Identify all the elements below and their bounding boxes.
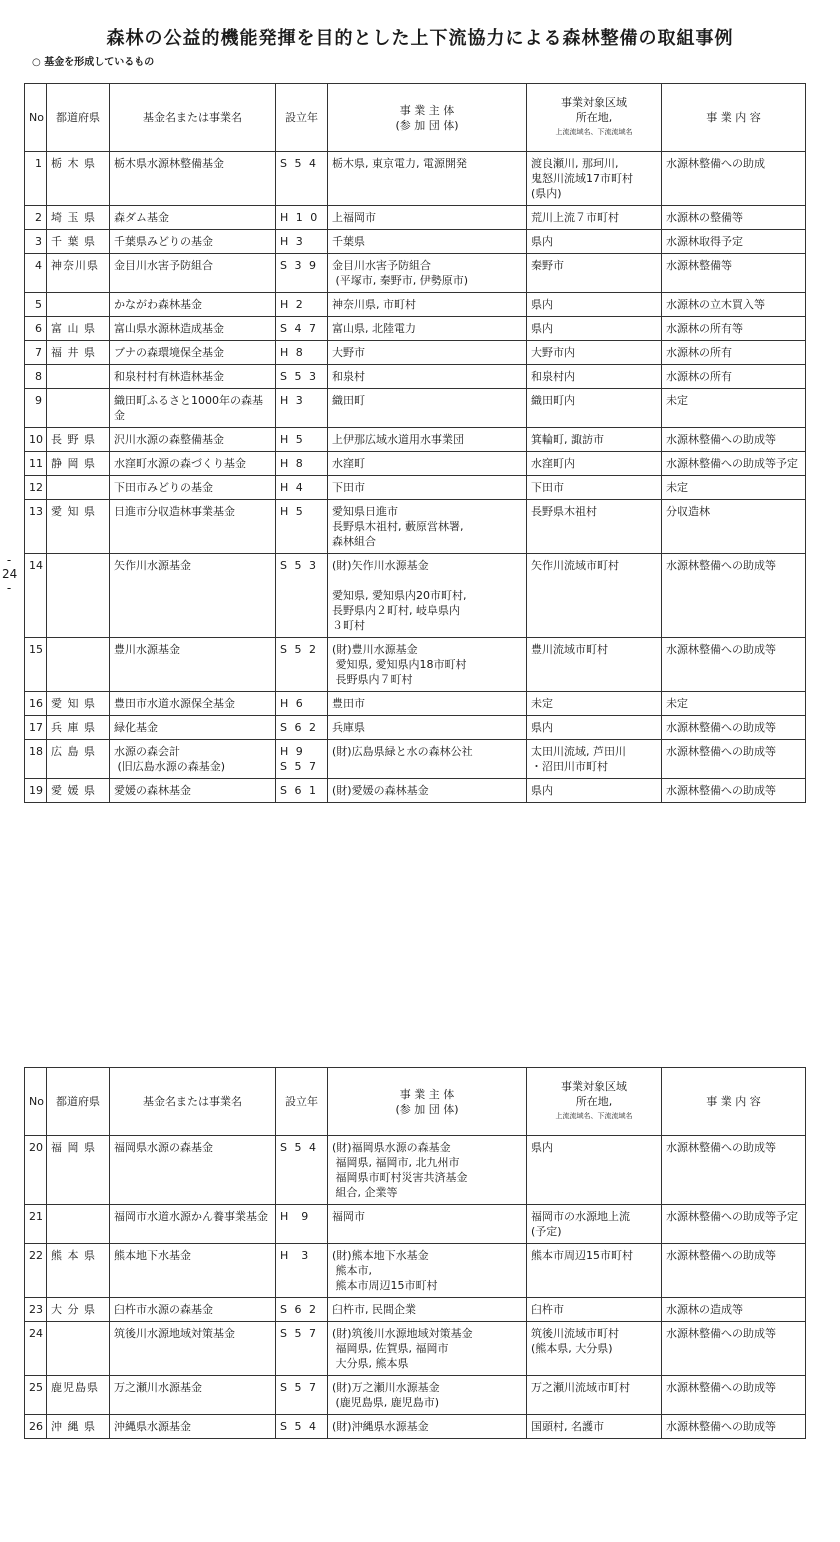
col-header-no: No	[25, 84, 47, 152]
table-row	[25, 779, 806, 803]
cell-area: 万之瀬川流域市町村	[527, 1376, 662, 1415]
cell-area: 未定	[527, 692, 662, 716]
cell-organizer: (財)豊川水源基金 愛知県, 愛知県内18市町村 長野県内７町村	[328, 638, 527, 692]
cell-no: 24	[25, 1322, 47, 1376]
cell-content: 水源林整備への助成等	[662, 1376, 806, 1415]
table-row	[25, 1205, 806, 1244]
cell-year: H 2	[276, 293, 328, 317]
table-row	[25, 638, 806, 692]
cell-organizer: 上福岡市	[328, 206, 527, 230]
cell-content: 水源林の整備等	[662, 206, 806, 230]
cell-no: 17	[25, 716, 47, 740]
table-row	[25, 692, 806, 716]
cell-area: 県内	[527, 230, 662, 254]
cell-area: 国頭村, 名護市	[527, 1415, 662, 1439]
cell-organizer: 水窪町	[328, 452, 527, 476]
cell-organizer: 金目川水害予防組合 (平塚市, 秦野市, 伊勢原市)	[328, 254, 527, 293]
cell-organizer: (財)万之瀬川水源基金 (鹿児島県, 鹿児島市)	[328, 1376, 527, 1415]
cell-no: 3	[25, 230, 47, 254]
cell-organizer: (財)福岡県水源の森基金 福岡県, 福岡市, 北九州市 福岡県市町村災害共済基金 組合, 企業等	[328, 1136, 527, 1205]
cell-content: 未定	[662, 692, 806, 716]
organizer-header-sub: (参 加 団 体)	[395, 118, 459, 132]
cell-prefecture: 広 島 県	[47, 740, 110, 779]
table-row	[25, 254, 806, 293]
cell-year: H 5	[276, 428, 328, 452]
cell-no: 14	[25, 554, 47, 638]
table-row	[25, 500, 806, 554]
cell-prefecture: 沖 縄 県	[47, 1415, 110, 1439]
area-header-main: 事業対象区域	[561, 1080, 627, 1093]
cell-content: 水源林整備への助成等	[662, 1415, 806, 1439]
cell-content: 水源林の所有	[662, 341, 806, 365]
table-row	[25, 293, 806, 317]
cell-organizer: 大野市	[328, 341, 527, 365]
cell-area: 矢作川流域市町村	[527, 554, 662, 638]
cell-content: 水源林の所有等	[662, 317, 806, 341]
cell-organizer: 和泉村	[328, 365, 527, 389]
cell-no: 13	[25, 500, 47, 554]
cell-fund-name: 福岡市水道水源かん養事業基金	[110, 1205, 276, 1244]
cell-no: 19	[25, 779, 47, 803]
cell-organizer: (財)矢作川水源基金 愛知県, 愛知県内20市町村, 長野県内２町村, 岐阜県内 ３町村	[328, 554, 527, 638]
cell-year: S 5 4	[276, 1415, 328, 1439]
cell-prefecture: 鹿児島県	[47, 1376, 110, 1415]
cell-area: 織田町内	[527, 389, 662, 428]
cell-year: S 5 4	[276, 152, 328, 206]
cell-content: 水源林整備への助成等	[662, 1322, 806, 1376]
cell-year: H 9	[276, 1205, 328, 1244]
table-row	[25, 365, 806, 389]
page-number: - 24 -	[2, 553, 18, 595]
cell-year: H 9 S 5 7	[276, 740, 328, 779]
cell-fund-name: 沖縄県水源基金	[110, 1415, 276, 1439]
cell-prefecture	[47, 1205, 110, 1244]
fund-table-1	[24, 83, 806, 803]
cell-content: 水源林整備等	[662, 254, 806, 293]
cell-area: 筑後川流域市町村 (熊本県, 大分県)	[527, 1322, 662, 1376]
cell-no: 6	[25, 317, 47, 341]
cell-area: 下田市	[527, 476, 662, 500]
cell-area: 箕輪町, 諏訪市	[527, 428, 662, 452]
cell-organizer: 織田町	[328, 389, 527, 428]
cell-year: H 4	[276, 476, 328, 500]
cell-fund-name: 富山県水源林造成基金	[110, 317, 276, 341]
cell-no: 22	[25, 1244, 47, 1298]
cell-area: 大野市内	[527, 341, 662, 365]
cell-year: S 5 4	[276, 1136, 328, 1205]
cell-content: 水源林整備への助成	[662, 152, 806, 206]
cell-prefecture	[47, 638, 110, 692]
col-header-organizer	[328, 84, 527, 152]
cell-organizer: 豊田市	[328, 692, 527, 716]
cell-area: 長野県木祖村	[527, 500, 662, 554]
cell-no: 21	[25, 1205, 47, 1244]
cell-no: 16	[25, 692, 47, 716]
cell-area: 県内	[527, 779, 662, 803]
cell-content: 水源林の立木買入等	[662, 293, 806, 317]
cell-prefecture: 愛 知 県	[47, 692, 110, 716]
cell-prefecture	[47, 389, 110, 428]
table-row	[25, 716, 806, 740]
cell-year: H 3	[276, 1244, 328, 1298]
organizer-header-sub: (参 加 団 体)	[395, 1102, 459, 1116]
cell-year: S 3 9	[276, 254, 328, 293]
cell-fund-name: ブナの森環境保全基金	[110, 341, 276, 365]
cell-no: 9	[25, 389, 47, 428]
area-header-tiny: 上流流域名、下流流域名	[555, 128, 633, 136]
cell-area: 熊本市周辺15市町村	[527, 1244, 662, 1298]
cell-fund-name: 和泉村村有林造林基金	[110, 365, 276, 389]
cell-content: 水源林整備への助成等予定	[662, 1205, 806, 1244]
col-header-fund: 基金名または事業名	[110, 1068, 276, 1136]
cell-organizer: (財)筑後川水源地域対策基金 福岡県, 佐賀県, 福岡市 大分県, 熊本県	[328, 1322, 527, 1376]
col-header-content: 事 業 内 容	[662, 1068, 806, 1136]
organizer-header-main: 事 業 主 体	[399, 1087, 455, 1101]
cell-prefecture: 大 分 県	[47, 1298, 110, 1322]
cell-organizer: 臼杵市, 民間企業	[328, 1298, 527, 1322]
cell-organizer: 富山県, 北陸電力	[328, 317, 527, 341]
cell-fund-name: 万之瀬川水源基金	[110, 1376, 276, 1415]
cell-year: S 5 7	[276, 1322, 328, 1376]
cell-area: 県内	[527, 1136, 662, 1205]
table-row	[25, 389, 806, 428]
cell-no: 1	[25, 152, 47, 206]
table-row	[25, 476, 806, 500]
table-row	[25, 341, 806, 365]
table-row	[25, 1322, 806, 1376]
col-header-no: No	[25, 1068, 47, 1136]
cell-fund-name: かながわ森林基金	[110, 293, 276, 317]
cell-prefecture: 兵 庫 県	[47, 716, 110, 740]
cell-area: 福岡市の水源地上流 (予定)	[527, 1205, 662, 1244]
page-title: 森林の公益的機能発揮を目的とした上下流協力による森林整備の取組事例	[106, 28, 734, 49]
cell-content: 水源林整備への助成等	[662, 740, 806, 779]
cell-fund-name: 水源の森会計 (旧広島水源の森基金)	[110, 740, 276, 779]
cell-organizer: (財)沖縄県水源基金	[328, 1415, 527, 1439]
cell-prefecture: 愛 媛 県	[47, 779, 110, 803]
cell-prefecture: 福 井 県	[47, 341, 110, 365]
cell-no: 4	[25, 254, 47, 293]
cell-prefecture: 神奈川県	[47, 254, 110, 293]
cell-year: H 3	[276, 230, 328, 254]
table-2-body	[25, 1136, 806, 1439]
area-header-sub: 所在地,	[575, 111, 613, 124]
cell-area: 水窪町内	[527, 452, 662, 476]
cell-area: 荒川上流７市町村	[527, 206, 662, 230]
cell-no: 12	[25, 476, 47, 500]
cell-no: 15	[25, 638, 47, 692]
area-header-sub: 所在地,	[575, 1095, 613, 1108]
col-header-area	[527, 1068, 662, 1136]
cell-no: 7	[25, 341, 47, 365]
cell-fund-name: 臼杵市水源の森基金	[110, 1298, 276, 1322]
cell-fund-name: 愛媛の森林基金	[110, 779, 276, 803]
cell-no: 10	[25, 428, 47, 452]
cell-fund-name: 熊本地下水基金	[110, 1244, 276, 1298]
cell-content: 水源林整備への助成等	[662, 1136, 806, 1205]
cell-area: 県内	[527, 293, 662, 317]
cell-fund-name: 金目川水害予防組合	[110, 254, 276, 293]
area-header-tiny: 上流流域名、下流流域名	[555, 1112, 633, 1120]
table-row	[25, 428, 806, 452]
cell-prefecture	[47, 293, 110, 317]
cell-organizer: (財)広島県緑と水の森林公社	[328, 740, 527, 779]
cell-content: 未定	[662, 476, 806, 500]
col-header-content: 事 業 内 容	[662, 84, 806, 152]
cell-fund-name: 日進市分収造林事業基金	[110, 500, 276, 554]
cell-content: 水源林整備への助成等	[662, 554, 806, 638]
cell-organizer: 福岡市	[328, 1205, 527, 1244]
cell-fund-name: 矢作川水源基金	[110, 554, 276, 638]
header-row	[25, 1068, 806, 1136]
cell-fund-name: 緑化基金	[110, 716, 276, 740]
cell-year: H 5	[276, 500, 328, 554]
cell-year: H 3	[276, 389, 328, 428]
cell-year: S 5 7	[276, 1376, 328, 1415]
cell-organizer: 上伊那広域水道用水事業団	[328, 428, 527, 452]
col-header-prefecture: 都道府県	[47, 84, 110, 152]
cell-no: 23	[25, 1298, 47, 1322]
cell-organizer: 千葉県	[328, 230, 527, 254]
table-row	[25, 1415, 806, 1439]
cell-area: 県内	[527, 317, 662, 341]
col-header-year: 設立年	[276, 1068, 328, 1136]
area-header-main: 事業対象区域	[561, 96, 627, 109]
table-row	[25, 1298, 806, 1322]
table-row	[25, 152, 806, 206]
cell-year: S 6 2	[276, 1298, 328, 1322]
cell-no: 26	[25, 1415, 47, 1439]
table-row	[25, 317, 806, 341]
cell-fund-name: 水窪町水源の森づくり基金	[110, 452, 276, 476]
cell-no: 11	[25, 452, 47, 476]
cell-fund-name: 織田町ふるさと1000年の森基金	[110, 389, 276, 428]
cell-year: H 6	[276, 692, 328, 716]
cell-fund-name: 豊田市水道水源保全基金	[110, 692, 276, 716]
cell-fund-name: 森ダム基金	[110, 206, 276, 230]
cell-content: 水源林整備への助成等	[662, 1244, 806, 1298]
cell-no: 18	[25, 740, 47, 779]
cell-prefecture: 栃 木 県	[47, 152, 110, 206]
cell-prefecture: 千 葉 県	[47, 230, 110, 254]
cell-prefecture	[47, 365, 110, 389]
cell-content: 水源林整備への助成等	[662, 638, 806, 692]
organizer-header-main: 事 業 主 体	[399, 103, 455, 117]
cell-year: S 5 2	[276, 638, 328, 692]
table-row	[25, 554, 806, 638]
cell-prefecture: 埼 玉 県	[47, 206, 110, 230]
cell-year: S 6 1	[276, 779, 328, 803]
cell-no: 5	[25, 293, 47, 317]
cell-year: H 1 0	[276, 206, 328, 230]
table-row	[25, 452, 806, 476]
cell-fund-name: 千葉県みどりの基金	[110, 230, 276, 254]
cell-content: 水源林整備への助成等	[662, 779, 806, 803]
cell-prefecture: 富 山 県	[47, 317, 110, 341]
cell-content: 水源林の造成等	[662, 1298, 806, 1322]
col-header-year: 設立年	[276, 84, 328, 152]
cell-content: 未定	[662, 389, 806, 428]
table-row	[25, 206, 806, 230]
cell-content: 水源林整備への助成等	[662, 428, 806, 452]
table-row	[25, 1136, 806, 1205]
cell-organizer: (財)熊本地下水基金 熊本市, 熊本市周辺15市町村	[328, 1244, 527, 1298]
cell-organizer: 兵庫県	[328, 716, 527, 740]
cell-area: 和泉村内	[527, 365, 662, 389]
cell-area: 渡良瀬川, 那珂川, 鬼怒川流域17市町村 (県内)	[527, 152, 662, 206]
cell-fund-name: 福岡県水源の森基金	[110, 1136, 276, 1205]
cell-area: 臼杵市	[527, 1298, 662, 1322]
cell-fund-name: 沢川水源の森整備基金	[110, 428, 276, 452]
cell-prefecture: 長 野 県	[47, 428, 110, 452]
cell-area: 秦野市	[527, 254, 662, 293]
cell-prefecture	[47, 476, 110, 500]
cell-content: 水源林の所有	[662, 365, 806, 389]
cell-organizer: (財)愛媛の森林基金	[328, 779, 527, 803]
col-header-organizer	[328, 1068, 527, 1136]
cell-prefecture: 福 岡 県	[47, 1136, 110, 1205]
col-header-fund: 基金名または事業名	[110, 84, 276, 152]
cell-content: 水源林取得予定	[662, 230, 806, 254]
cell-area: 豊川流域市町村	[527, 638, 662, 692]
cell-prefecture: 愛 知 県	[47, 500, 110, 554]
col-header-area	[527, 84, 662, 152]
table-1-body	[25, 152, 806, 803]
cell-prefecture	[47, 554, 110, 638]
cell-area: 太田川流域, 芦田川 ・沼田川市町村	[527, 740, 662, 779]
cell-fund-name: 栃木県水源林整備基金	[110, 152, 276, 206]
cell-no: 25	[25, 1376, 47, 1415]
col-header-prefecture: 都道府県	[47, 1068, 110, 1136]
cell-no: 8	[25, 365, 47, 389]
cell-year: S 5 3	[276, 554, 328, 638]
cell-fund-name: 筑後川水源地域対策基金	[110, 1322, 276, 1376]
section-subtitle: ○ 基金を形成しているもの	[32, 57, 155, 68]
cell-content: 水源林整備への助成等	[662, 716, 806, 740]
cell-year: S 6 2	[276, 716, 328, 740]
cell-prefecture	[47, 1322, 110, 1376]
fund-table-2	[24, 1067, 806, 1439]
cell-fund-name: 豊川水源基金	[110, 638, 276, 692]
cell-prefecture: 熊 本 県	[47, 1244, 110, 1298]
cell-content: 分収造林	[662, 500, 806, 554]
cell-organizer: 栃木県, 東京電力, 電源開発	[328, 152, 527, 206]
cell-prefecture: 静 岡 県	[47, 452, 110, 476]
cell-organizer: 神奈川県, 市町村	[328, 293, 527, 317]
cell-year: H 8	[276, 452, 328, 476]
cell-year: S 4 7	[276, 317, 328, 341]
table-row	[25, 740, 806, 779]
cell-organizer: 愛知県日進市 長野県木祖村, 藪原営林署, 森林組合	[328, 500, 527, 554]
cell-year: H 8	[276, 341, 328, 365]
cell-no: 2	[25, 206, 47, 230]
cell-area: 県内	[527, 716, 662, 740]
cell-no: 20	[25, 1136, 47, 1205]
header-row	[25, 84, 806, 152]
cell-fund-name: 下田市みどりの基金	[110, 476, 276, 500]
table-row	[25, 1244, 806, 1298]
cell-content: 水源林整備への助成等予定	[662, 452, 806, 476]
table-row	[25, 1376, 806, 1415]
table-row	[25, 230, 806, 254]
cell-year: S 5 3	[276, 365, 328, 389]
cell-organizer: 下田市	[328, 476, 527, 500]
